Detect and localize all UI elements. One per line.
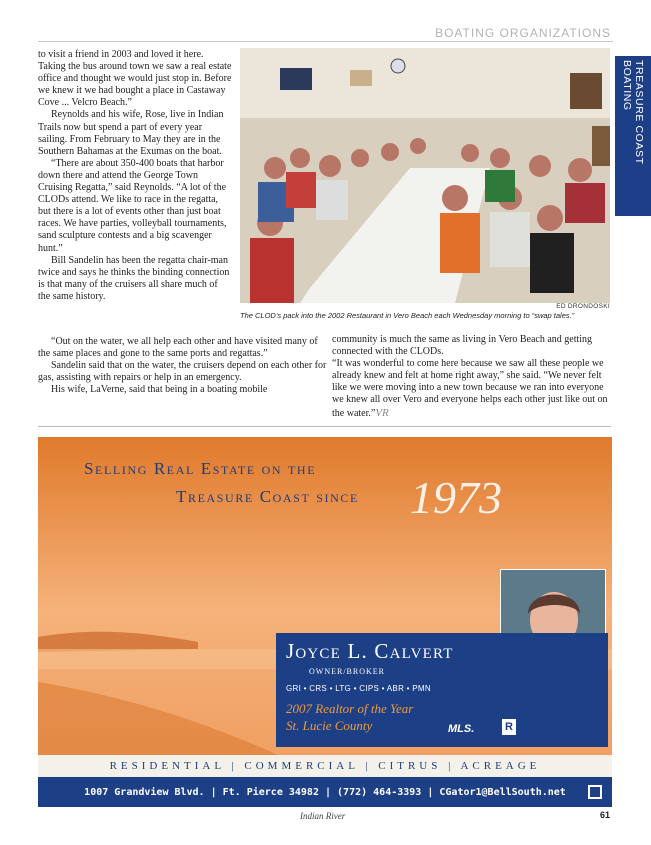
ad-headline-1: Selling Real Estate on the	[84, 459, 317, 478]
ad-headline-2: Treasure Coast since	[176, 487, 359, 506]
photo-credit: ED DRONDOSKI	[556, 303, 610, 310]
paragraph: His wife, LaVerne, said that being in a boating mobile	[51, 384, 268, 396]
paragraph: Reynolds and his wife, Rose, live in Indian Trails now but spend a part of every year sailing. From February to May they are in the Southern Bahamas at the Exumas on the boat.	[38, 109, 224, 157]
paragraph: Bill Sandelin has been the regatta chair-man twice and says he thinks the binding connection is that many of the cruisers all share much of the same history.	[38, 254, 230, 302]
agent-award-line2: St. Lucie County	[286, 718, 373, 733]
ad-year: 1973	[410, 472, 502, 523]
real-estate-ad	[38, 437, 612, 807]
equal-housing-icon	[588, 785, 602, 799]
agent-role: OWNER/BROKER	[309, 667, 385, 676]
contact-text: 1007 Grandview Blvd. | Ft. Pierce 34982 | (772) 464-3393 | CGator1@BellSouth.net	[84, 786, 566, 798]
page-number: 61	[599, 810, 610, 820]
side-tab: TREASURE COAST BOATING	[615, 56, 651, 216]
services-line: RESIDENTIAL | COMMERCIAL | CITRUS | ACREAGE	[109, 760, 541, 772]
header-rule	[38, 41, 613, 42]
photo-caption: The CLOD’s pack into the 2002 Restaurant in Vero Beach each Wednesday morning to “swap tales.”	[240, 311, 575, 320]
paragraph: Sandelin said that on the water, the cruisers depend on each other for gas, assisting with repairs or help in an emergency.	[38, 360, 327, 384]
agent-info-box	[276, 633, 608, 747]
section-title: BOATING ORGANIZATIONS	[435, 26, 611, 40]
paragraph: to visit a friend in 2003 and loved it here. Taking the bus around town we saw a real estate office and thought we would just stop in. Before we knew it we had bought a place in Castaway Cove ... Velcro Beach.”	[38, 49, 232, 109]
paragraph: “It was wonderful to come here because we saw all these people we already knew and felt at home right away,” she said. “We never felt like we were moving into a new town because we ran into everyone we knew all over Vero and everyone helps each other just like out on the water.”	[332, 358, 608, 419]
agent-credentials: GRI • CRS • LTG • CIPS • ABR • PMN	[286, 684, 431, 693]
article-column-1	[38, 49, 232, 303]
paragraph: “Out on the water, we all help each other and have visited many of the same places and gone to the same ports and regattas.”	[38, 336, 318, 360]
agent-award-line1: 2007 Realtor of the Year	[286, 701, 414, 716]
group-photo	[240, 48, 610, 303]
divider-rule	[38, 426, 611, 427]
agent-name: Joyce L. Calvert	[286, 639, 454, 663]
paragraph: “There are about 350-400 boats that harbor down there and attend the George Town Cruising Regatta,” said Reynolds. “A lot of the CLODs attend. We like to race in the regatta, but there is a lot of events other than just boat races. We have parties, volleyball tournaments, sand sculpture contests and a big scavenger hunt.”	[38, 157, 227, 254]
paragraph: community is much the same as living in Vero Beach and getting connected with the CLODs.	[332, 334, 593, 358]
article-column-2	[332, 334, 610, 420]
mls-logo: MLS.	[448, 723, 475, 735]
publication-logo: Indian River	[300, 811, 346, 821]
article-column-1-wide	[38, 336, 328, 396]
contact-bar	[38, 777, 612, 807]
end-mark: VR	[375, 406, 389, 419]
realtor-logo: R	[502, 719, 516, 735]
